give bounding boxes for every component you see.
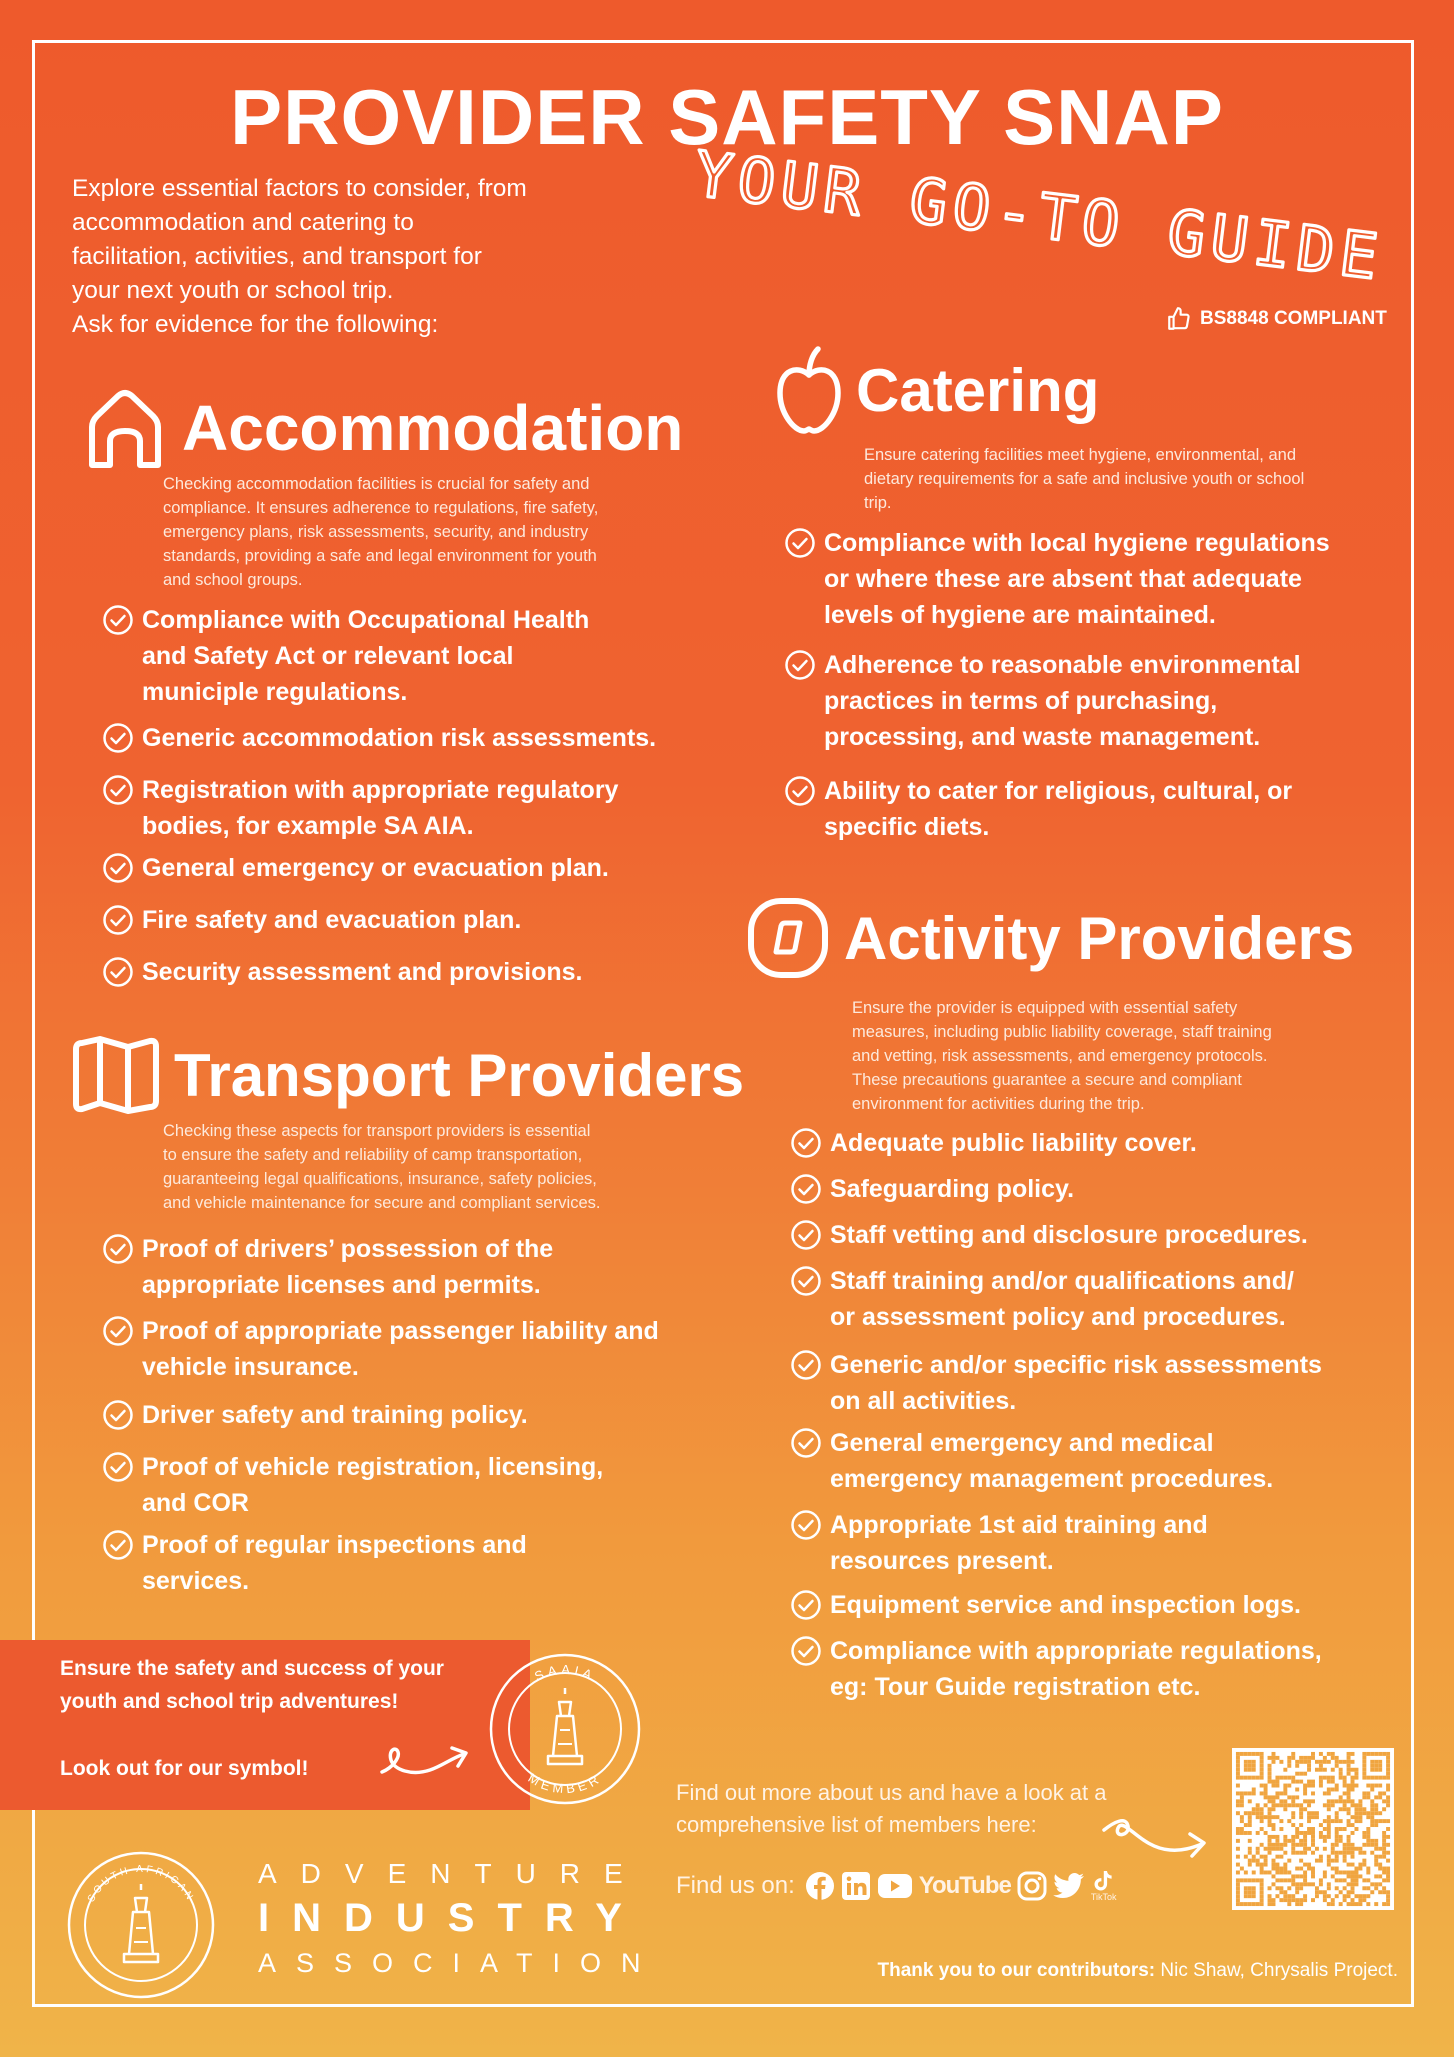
- tagline: [680, 137, 1388, 295]
- arrow-icon: [378, 1738, 478, 1788]
- tiktok-label: TikTok: [1090, 1892, 1117, 1902]
- item-line: Fire safety and evacuation plan.: [142, 906, 522, 934]
- checklist-item: [102, 1449, 603, 1521]
- tagline-svg: [680, 137, 1388, 295]
- tiktok-icon: [1094, 1870, 1114, 1892]
- badge-top-text: SAAIA: [532, 1661, 598, 1684]
- transport-heading-row: [70, 1035, 744, 1115]
- item-line: General emergency and medical: [830, 1429, 1214, 1457]
- check-circle-icon: [790, 1349, 822, 1381]
- page-title: PROVIDER SAFETY SNAP: [230, 73, 1224, 161]
- desc-line: emergency plans, risk assessments, security, and industry: [163, 523, 589, 541]
- item-line: processing, and waste management.: [824, 723, 1261, 751]
- checklist-item: [790, 1633, 1322, 1705]
- item-line: Ability to cater for religious, cultural, or: [824, 777, 1293, 805]
- check-circle-icon: [102, 1399, 134, 1431]
- youtube-label: YouTube: [918, 1872, 1011, 1899]
- item-line: on all activities.: [830, 1387, 1017, 1415]
- intro-line: Ask for evidence for the following:: [72, 311, 439, 338]
- find-us-row: [676, 1870, 1117, 1902]
- check-circle-icon: [790, 1509, 822, 1541]
- accommodation-heading: Accommodation: [182, 392, 684, 464]
- check-circle-icon: [790, 1635, 822, 1667]
- item-line: emergency management procedures.: [830, 1465, 1274, 1493]
- check-circle-icon: [102, 774, 134, 806]
- item-line: bodies, for example SA AIA.: [142, 812, 474, 840]
- activity-desc: [852, 996, 1272, 1116]
- item-line: Safeguarding policy.: [830, 1175, 1075, 1203]
- item-line: practices in terms of purchasing,: [824, 687, 1218, 715]
- desc-line: dietary requirements for a safe and inclusive youth or school: [864, 470, 1305, 488]
- item-line: Equipment service and inspection logs.: [830, 1591, 1301, 1619]
- saaia-member-badge: [486, 1650, 644, 1808]
- find-more-line: Find out more about us and have a look at a: [676, 1780, 1107, 1805]
- checklist-item: [102, 902, 521, 938]
- twitter-icon[interactable]: [1053, 1872, 1085, 1900]
- item-line: eg: Tour Guide registration etc.: [830, 1673, 1201, 1701]
- desc-line: and school groups.: [163, 571, 303, 589]
- item-line: and Safety Act or relevant local: [142, 642, 514, 670]
- desc-line: Ensure catering facilities meet hygiene, environmental, and: [864, 446, 1296, 464]
- desc-line: Checking these aspects for transport providers is essential: [163, 1122, 591, 1140]
- desc-line: trip.: [864, 494, 892, 512]
- item-line: Appropriate 1st aid training and: [830, 1511, 1208, 1539]
- item-line: vehicle insurance.: [142, 1353, 359, 1381]
- check-circle-icon: [102, 956, 134, 988]
- item-line: Compliance with local hygiene regulations: [824, 529, 1330, 557]
- qr-code[interactable]: [1232, 1748, 1394, 1910]
- map-icon: [70, 1035, 160, 1115]
- thumbs-up-icon: [1166, 306, 1192, 332]
- checklist-item: [102, 602, 589, 710]
- checklist-item: [790, 1171, 1074, 1207]
- check-circle-icon: [102, 904, 134, 936]
- checklist-item: [790, 1263, 1294, 1335]
- promo-line: Look out for our symbol!: [60, 1757, 309, 1780]
- find-more-text: [676, 1777, 1107, 1841]
- checklist-item: [102, 954, 582, 990]
- instagram-icon[interactable]: [1017, 1871, 1047, 1901]
- facebook-icon[interactable]: [805, 1871, 835, 1901]
- compass-icon: [746, 896, 830, 980]
- promo-line: Ensure the safety and success of your: [60, 1657, 444, 1680]
- item-line: municiple regulations.: [142, 678, 408, 706]
- badge-bottom-text: MEMBER: [525, 1770, 605, 1797]
- bs8848-label: BS8848 COMPLIANT: [1200, 308, 1387, 329]
- item-line: specific diets.: [824, 813, 990, 841]
- checklist-item: [790, 1125, 1197, 1161]
- catering-desc: [864, 443, 1304, 515]
- item-line: appropriate licenses and permits.: [142, 1271, 541, 1299]
- promo-line: youth and school trip adventures!: [60, 1690, 399, 1713]
- linkedin-icon[interactable]: [841, 1871, 871, 1901]
- activity-heading-row: [746, 896, 1354, 980]
- check-circle-icon: [102, 1451, 134, 1483]
- bs8848-badge: [1166, 306, 1387, 332]
- check-circle-icon: [102, 604, 134, 636]
- check-circle-icon: [790, 1173, 822, 1205]
- item-line: or where these are absent that adequate: [824, 565, 1302, 593]
- checklist-item: [790, 1507, 1208, 1579]
- checklist-item: [102, 772, 618, 844]
- check-circle-icon: [790, 1589, 822, 1621]
- checklist-item: [790, 1347, 1322, 1419]
- brand-line-2: INDUSTRY: [258, 1896, 645, 1940]
- catering-heading-row: [776, 345, 1099, 435]
- checklist-item: [102, 1397, 528, 1433]
- item-line: Staff training and/or qualifications and/: [830, 1267, 1294, 1295]
- item-line: resources present.: [830, 1547, 1054, 1575]
- desc-line: standards, providing a safe and legal environment for youth: [163, 547, 597, 565]
- find-us-label: Find us on:: [676, 1872, 795, 1899]
- item-line: or assessment policy and procedures.: [830, 1303, 1286, 1331]
- item-line: levels of hygiene are maintained.: [824, 601, 1216, 629]
- intro-text: [72, 172, 632, 342]
- checklist-item: [784, 773, 1292, 845]
- intro-line: your next youth or school trip.: [72, 277, 394, 304]
- checklist-item: [790, 1425, 1273, 1497]
- brand-line-1: ADVENTURE: [258, 1858, 647, 1889]
- check-circle-icon: [790, 1427, 822, 1459]
- transport-desc: [163, 1119, 600, 1215]
- check-circle-icon: [102, 722, 134, 754]
- item-line: Adequate public liability cover.: [830, 1129, 1197, 1157]
- desc-line: and vehicle maintenance for secure and compliant services.: [163, 1194, 601, 1212]
- desc-line: Checking accommodation facilities is crucial for safety and: [163, 475, 590, 493]
- item-line: and COR: [142, 1489, 249, 1517]
- item-line: Compliance with Occupational Health: [142, 606, 590, 634]
- item-line: General emergency or evacuation plan.: [142, 854, 609, 882]
- item-line: services.: [142, 1567, 250, 1595]
- activity-heading: Activity Providers: [844, 904, 1355, 972]
- contributors-names: Nic Shaw, Chrysalis Project.: [1155, 1960, 1398, 1981]
- tiktok-block[interactable]: [1091, 1870, 1117, 1902]
- item-line: Registration with appropriate regulatory: [142, 776, 619, 804]
- saaia-logo: [66, 1850, 216, 2000]
- checklist-item: [102, 1313, 659, 1385]
- item-line: Proof of regular inspections and: [142, 1531, 527, 1559]
- contributors-label: Thank you to our contributors:: [877, 1960, 1156, 1981]
- transport-heading: Transport Providers: [174, 1041, 745, 1109]
- desc-line: measures, including public liability coverage, staff training: [852, 1023, 1272, 1041]
- contributors-credit: [878, 1960, 1398, 1982]
- check-circle-icon: [790, 1219, 822, 1251]
- item-line: Generic and/or specific risk assessments: [830, 1351, 1322, 1379]
- desc-line: environment for activities during the trip.: [852, 1095, 1145, 1113]
- intro-line: facilitation, activities, and transport for: [72, 243, 482, 270]
- apple-icon: [776, 345, 842, 435]
- item-line: Generic accommodation risk assessments.: [142, 724, 657, 752]
- item-line: Proof of drivers’ possession of the: [142, 1235, 554, 1263]
- house-icon: [82, 385, 168, 471]
- check-circle-icon: [102, 1315, 134, 1347]
- check-circle-icon: [790, 1127, 822, 1159]
- desc-line: guaranteeing legal qualifications, insurance, safety policies,: [163, 1170, 597, 1188]
- checklist-item: [102, 720, 656, 756]
- check-circle-icon: [784, 527, 816, 559]
- intro-line: Explore essential factors to consider, from: [72, 175, 527, 202]
- check-circle-icon: [102, 1233, 134, 1265]
- youtube-icon[interactable]: [877, 1873, 913, 1899]
- accommodation-desc: [163, 472, 598, 592]
- checklist-item: [790, 1587, 1301, 1623]
- check-circle-icon: [784, 649, 816, 681]
- check-circle-icon: [790, 1265, 822, 1297]
- catering-heading: Catering: [856, 356, 1100, 424]
- item-line: Proof of vehicle registration, licensing,: [142, 1453, 604, 1481]
- desc-line: compliance. It ensures adherence to regulations, fire safety,: [163, 499, 599, 517]
- item-line: Staff vetting and disclosure procedures.: [830, 1221, 1308, 1249]
- checklist-item: [784, 525, 1330, 633]
- item-line: Compliance with appropriate regulations,: [830, 1637, 1322, 1665]
- checklist-item: [102, 1527, 527, 1599]
- tagline-text: YOUR GO-TO GUIDE: [690, 137, 1388, 295]
- item-line: Proof of appropriate passenger liability and: [142, 1317, 659, 1345]
- desc-line: to ensure the safety and reliability of camp transportation,: [163, 1146, 583, 1164]
- intro-line: accommodation and catering to: [72, 209, 414, 236]
- social-icons: [805, 1870, 1117, 1902]
- brand-line-3: ASSOCIATION: [258, 1948, 661, 1978]
- check-circle-icon: [102, 852, 134, 884]
- desc-line: and vetting, risk assessments, and emergency protocols.: [852, 1047, 1268, 1065]
- item-line: Security assessment and provisions.: [142, 958, 583, 986]
- checklist-item: [102, 1231, 553, 1303]
- item-line: Driver safety and training policy.: [142, 1401, 528, 1429]
- check-circle-icon: [784, 775, 816, 807]
- item-line: Adherence to reasonable environmental: [824, 651, 1301, 679]
- checklist-item: [790, 1217, 1308, 1253]
- desc-line: These precautions guarantee a secure and compliant: [852, 1071, 1242, 1089]
- logo-ring-text: SOUTH AFRICAN: [85, 1864, 197, 1905]
- desc-line: Ensure the provider is equipped with essential safety: [852, 999, 1238, 1017]
- find-more-line: comprehensive list of members here:: [676, 1812, 1037, 1837]
- accommodation-heading-row: [82, 385, 683, 471]
- arrow-icon: [1100, 1808, 1216, 1868]
- checklist-item: [102, 850, 609, 886]
- checklist-item: [784, 647, 1301, 755]
- check-circle-icon: [102, 1529, 134, 1561]
